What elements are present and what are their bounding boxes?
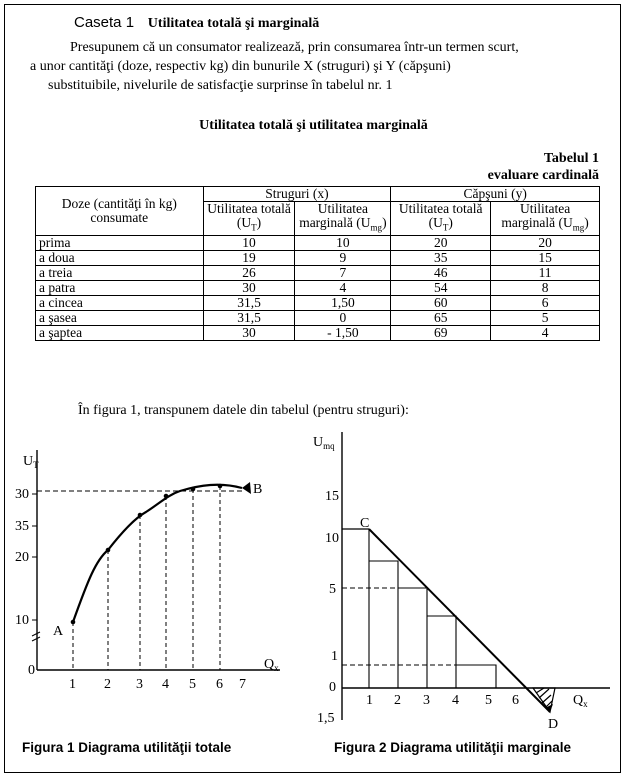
fig1-xtick: 6: [216, 677, 223, 690]
table-row: [36, 235, 600, 250]
fig2-point-c: C: [360, 516, 370, 531]
cell-value: 65: [391, 310, 491, 325]
fig1-x-label: $Q_x$: [264, 657, 279, 673]
cell-value: 35: [391, 250, 491, 265]
header-x-total: Utilitatea totală $(U_T)$: [203, 202, 295, 236]
table-row: [36, 280, 600, 295]
fig2-ytick: 5: [329, 582, 336, 597]
total-utility-chart: [10, 440, 300, 690]
fig1-xtick: 1: [69, 677, 76, 690]
caseta-heading: [74, 14, 319, 32]
header-capsuni: Căpşuni (y): [391, 187, 600, 202]
header-x-marg: Utilitatea marginală $(U_{mg})$: [295, 202, 391, 236]
table-row: [36, 310, 600, 325]
table-number-block: [488, 150, 599, 184]
cell-value: 10: [295, 235, 391, 250]
row-label: a şaptea: [36, 325, 204, 340]
cell-value: 7: [295, 265, 391, 280]
intro-line-1: Presupunem că un consumator realizează, prin consumarea într-un termen scurt,: [70, 40, 519, 55]
fig1-xtick: 2: [104, 677, 111, 690]
cell-value: 19: [203, 250, 295, 265]
table-heading: Utilitatea totală şi utilitatea marginală: [199, 118, 428, 133]
fig1-curve: [73, 485, 242, 622]
intro-line-2: a unor cantităţi (doze, respectiv kg) din bunurile X (struguri) şi Y (căpşuni): [30, 59, 451, 74]
row-label: prima: [36, 235, 204, 250]
cell-value: - 1,50: [295, 325, 391, 340]
row-label: a patra: [36, 280, 204, 295]
fig1-ytick: 10: [15, 613, 29, 628]
table-row: [36, 295, 600, 310]
cell-value: 15: [491, 250, 600, 265]
cell-value: 1,50: [295, 295, 391, 310]
fig1-arrow: [242, 482, 251, 494]
fig2-xtick: 2: [394, 693, 401, 708]
cell-value: 4: [295, 280, 391, 295]
header-y-total: Utilitatea totală $(U_T)$: [391, 202, 491, 236]
fig2-arrow: [545, 704, 553, 712]
cell-value: 11: [491, 265, 600, 280]
fig2-ytick: 0: [329, 680, 336, 695]
fig2-ytick: 10: [325, 531, 339, 546]
fig2-xtick: 6: [512, 693, 519, 708]
fig1-xtick: 5: [189, 677, 196, 690]
cell-value: 0: [295, 310, 391, 325]
cell-value: 30: [203, 280, 295, 295]
row-label: a treia: [36, 265, 204, 280]
cell-value: 9: [295, 250, 391, 265]
fig2-bars: [369, 529, 496, 688]
cell-value: 69: [391, 325, 491, 340]
fig2-ytick: 15: [325, 489, 339, 504]
fig1-caption: Figura 1 Diagrama utilităţii totale: [22, 740, 232, 755]
cell-value: 8: [491, 280, 600, 295]
fig1-ytick: 35: [15, 519, 29, 534]
cell-value: 10: [203, 235, 295, 250]
fig2-xtick: 5: [485, 693, 492, 708]
fig2-x-label: $Q_x$: [573, 693, 588, 709]
fig2-xtick: 3: [423, 693, 430, 708]
header-y-marg: Utilitatea marginală $(U_{mg})$: [491, 202, 600, 236]
cell-value: 5: [491, 310, 600, 325]
fig2-line: [369, 529, 550, 712]
fig1-point-a: A: [53, 624, 64, 639]
fig2-point-d: D: [548, 717, 559, 732]
row-label: a şasea: [36, 310, 204, 325]
fig1-xtick: 4: [162, 677, 169, 690]
cell-value: 30: [203, 325, 295, 340]
fig1-xtick: 3: [136, 677, 143, 690]
table-number: Tabelul 1: [543, 151, 599, 166]
fig1-ytick: 30: [15, 487, 29, 502]
fig1-xtick: 0: [28, 663, 35, 678]
cell-value: 46: [391, 265, 491, 280]
table-row: [36, 265, 600, 280]
fig2-ytick: 1,5: [317, 711, 335, 726]
row-label: a cincea: [36, 295, 204, 310]
fig2-xtick: 4: [452, 693, 459, 708]
fig1-point-b: B: [253, 482, 263, 497]
intro-line-3: substituibile, nivelurile de satisfacţie surprinse în tabelul nr. 1: [48, 78, 393, 93]
marginal-utility-chart: [305, 430, 620, 735]
fig1-xtick: 7: [239, 677, 246, 690]
fig2-caption: Figura 2 Diagrama utilităţii marginale: [334, 740, 572, 755]
cell-value: 6: [491, 295, 600, 310]
cell-value: 4: [491, 325, 600, 340]
cell-value: 20: [391, 235, 491, 250]
fig2-xtick: 1: [366, 693, 373, 708]
header-struguri: Struguri (x): [203, 187, 391, 202]
row-label: a doua: [36, 250, 204, 265]
fig1-ytick: 20: [15, 550, 29, 565]
fig2-ytick: 1: [331, 649, 338, 664]
table-subtitle: evaluare cardinală: [487, 168, 599, 183]
table-row: [36, 325, 600, 340]
caseta-label: Caseta 1: [74, 14, 135, 31]
header-doze: Doze (cantităţi în kg) consumate: [36, 187, 204, 236]
cell-value: 54: [391, 280, 491, 295]
cell-value: 60: [391, 295, 491, 310]
cell-value: 31,5: [203, 310, 295, 325]
figure-intro-text: În figura 1, transpunem datele din tabelul (pentru struguri):: [78, 403, 409, 418]
cell-value: 31,5: [203, 295, 295, 310]
table-row: [36, 250, 600, 265]
cell-value: 20: [491, 235, 600, 250]
fig2-y-label: $U_{mq}$: [313, 435, 335, 451]
cell-value: 26: [203, 265, 295, 280]
caseta-title: Utilitatea totală şi marginală: [147, 16, 320, 31]
fig1-y-label: $U_T$: [23, 454, 39, 470]
intro-paragraph: [30, 38, 600, 95]
utility-table: [35, 186, 600, 341]
